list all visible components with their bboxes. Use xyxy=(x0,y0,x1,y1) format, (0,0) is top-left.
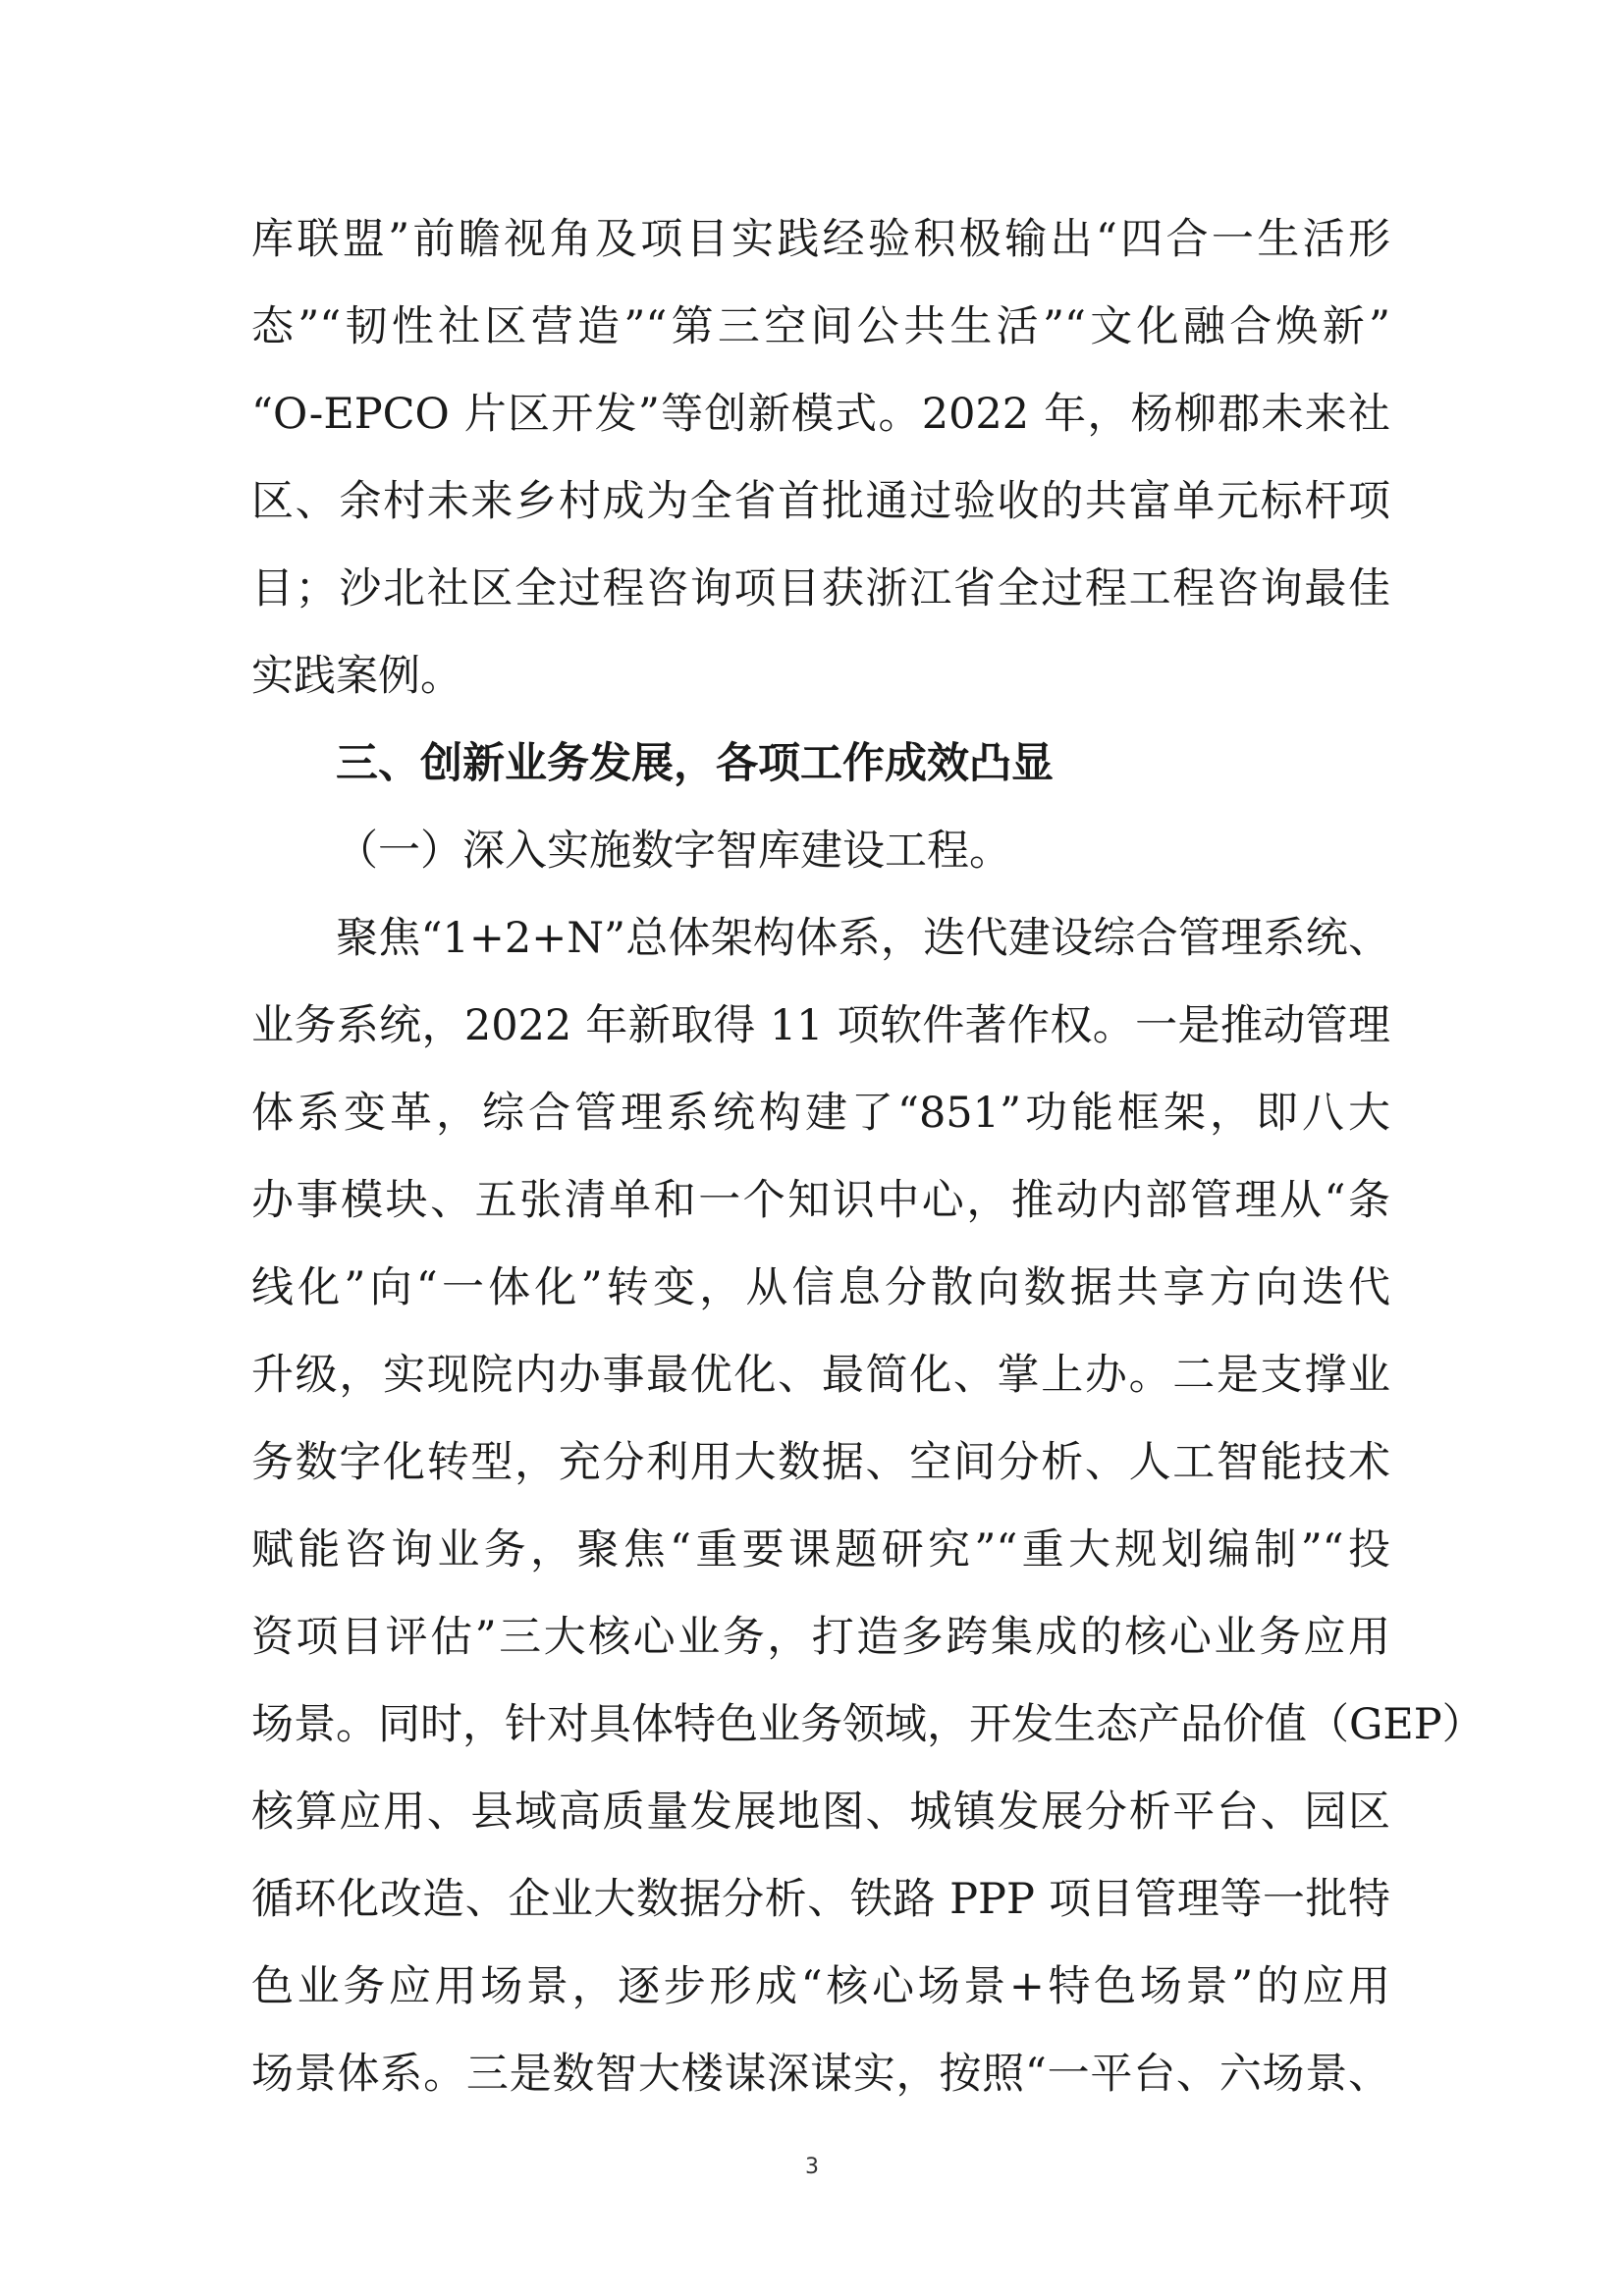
paragraph-line: 循环化改造、企业大数据分析、铁路 PPP 项目管理等一批特 xyxy=(251,1875,1390,1924)
document-body xyxy=(251,196,1485,2118)
paragraph-line: 业务系统，2022 年新取得 11 项软件著作权。一是推动管理 xyxy=(251,1001,1390,1050)
section-heading: 三、创新业务发展，各项工作成效凸显 xyxy=(336,739,1054,788)
paragraph-line: 目；沙北社区全过程咨询项目获浙江省全过程工程咨询最佳 xyxy=(251,564,1390,614)
paragraph-line: 线化”向“一体化”转变，从信息分散向数据共享方向迭代 xyxy=(251,1263,1390,1312)
paragraph-line: 赋能咨询业务，聚焦“重要课题研究”“重大规划编制”“投 xyxy=(251,1525,1390,1575)
paragraph-line: 资项目评估”三大核心业务，打造多跨集成的核心业务应用 xyxy=(251,1613,1390,1662)
paragraph-line: 态”“韧性社区营造”“第三空间公共生活”“文化融合焕新” xyxy=(251,302,1390,351)
paragraph-line: 场景体系。三是数智大楼谋深谋实，按照“一平台、六场景、 xyxy=(251,2050,1390,2099)
paragraph-line: 色业务应用场景，逐步形成“核心场景+特色场景”的应用 xyxy=(251,1962,1390,2011)
paragraph-line: 实践案例。 xyxy=(251,652,462,701)
subsection-heading: （一）深入实施数字智库建设工程。 xyxy=(336,827,1011,876)
paragraph-line: 核算应用、县域高质量发展地图、城镇发展分析平台、园区 xyxy=(251,1788,1390,1837)
paragraph-line: 区、余村未来乡村成为全省首批通过验收的共富单元标杆项 xyxy=(251,477,1390,526)
paragraph-line: 体系变革，综合管理系统构建了“851”功能框架，即八大 xyxy=(251,1089,1390,1138)
paragraph-line: 库联盟”前瞻视角及项目实践经验积极输出“四合一生活形 xyxy=(251,215,1390,264)
paragraph-line: 聚焦“1+2+N”总体架构体系，迭代建设综合管理系统、 xyxy=(336,914,1390,963)
paragraph-line: 办事模块、五张清单和一个知识中心，推动内部管理从“条 xyxy=(251,1176,1390,1225)
page-number: 3 xyxy=(805,2155,819,2179)
paragraph-line: “O-EPCO 片区开发”等创新模式。2022 年，杨柳郡未来社 xyxy=(251,390,1390,439)
paragraph-line: 升级，实现院内办事最优化、最简化、掌上办。二是支撑业 xyxy=(251,1351,1390,1400)
paragraph-line: 务数字化转型，充分利用大数据、空间分析、人工智能技术 xyxy=(251,1438,1390,1487)
paragraph-line: 场景。同时，针对具体特色业务领域，开发生态产品价值（GEP） xyxy=(251,1700,1485,1749)
